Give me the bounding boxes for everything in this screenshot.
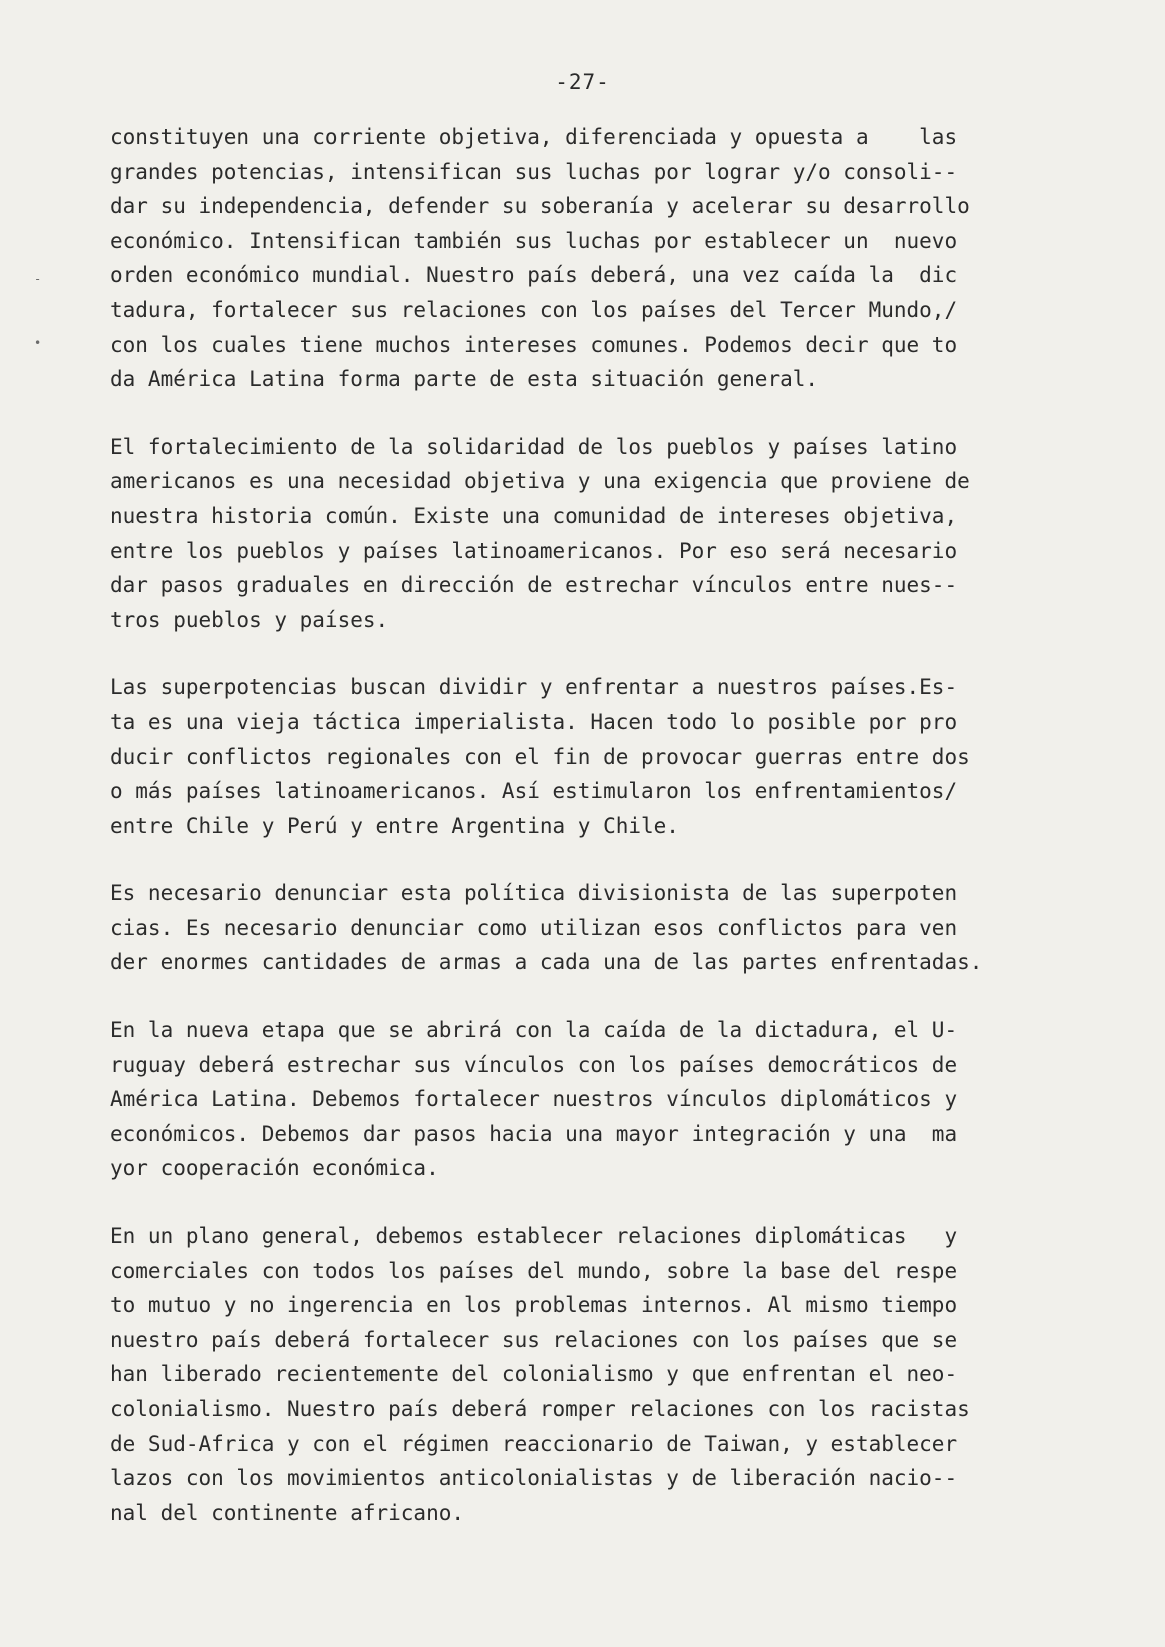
text-line: der enormes cantidades de armas a cada una de las partes enfrentadas.	[110, 950, 983, 975]
text-line: con los cuales tiene muchos intereses comunes. Podemos decir que to	[110, 332, 958, 357]
paragraph	[110, 1219, 1090, 1530]
text-line: yor cooperación económica.	[110, 1156, 439, 1181]
paragraph	[110, 430, 1090, 638]
text-line: ducir conflictos regionales con el fin de provocar guerras entre dos	[110, 744, 970, 769]
body-text	[110, 120, 1090, 1530]
text-line: to mutuo y no ingerencia en los problemas internos. Al mismo tiempo	[110, 1293, 958, 1318]
text-line: de Sud-Africa y con el régimen reaccionario de Taiwan, y establecer	[110, 1431, 958, 1456]
margin-dot-mark: -	[34, 272, 42, 286]
text-line: lazos con los movimientos anticolonialistas y de liberación nacio--	[110, 1466, 958, 1491]
text-line: ruguay deberá estrechar sus vínculos con los países democráticos de	[110, 1052, 958, 1077]
page-number: -27-	[555, 70, 610, 94]
text-line: americanos es una necesidad objetiva y una exigencia que proviene de	[110, 469, 970, 494]
paragraph	[110, 670, 1090, 843]
text-line: En la nueva etapa que se abrirá con la caída de la dictadura, el U-	[110, 1018, 958, 1043]
text-line: dar pasos graduales en dirección de estrechar vínculos entre nues--	[110, 573, 958, 598]
paragraph	[110, 120, 1090, 397]
text-line: entre Chile y Perú y entre Argentina y Chile.	[110, 813, 679, 838]
text-line: económicos. Debemos dar pasos hacia una mayor integración y una ma	[110, 1121, 958, 1146]
text-line: comerciales con todos los países del mundo, sobre la base del respe	[110, 1258, 958, 1283]
margin-dot-mark: •	[34, 336, 42, 350]
text-line: Es necesario denunciar esta política divisionista de las superpoten	[110, 881, 958, 906]
text-line: económico. Intensifican también sus luchas por establecer un nuevo	[110, 228, 958, 253]
text-line: han liberado recientemente del colonialismo y que enfrentan el neo-	[110, 1362, 958, 1387]
text-line: nuestro país deberá fortalecer sus relaciones con los países que se	[110, 1327, 958, 1352]
text-line: orden económico mundial. Nuestro país deberá, una vez caída la dic	[110, 263, 958, 288]
text-line: o más países latinoamericanos. Así estimularon los enfrentamientos/	[110, 779, 958, 804]
text-line: colonialismo. Nuestro país deberá romper relaciones con los racistas	[110, 1397, 970, 1421]
text-line: En un plano general, debemos establecer relaciones diplomáticas y	[110, 1224, 958, 1249]
text-line: tadura, fortalecer sus relaciones con los países del Tercer Mundo,/	[110, 297, 958, 322]
text-line: dar su independencia, defender su soberanía y acelerar su desarrollo	[110, 194, 970, 219]
paragraph	[110, 876, 1090, 980]
text-line: nuestra historia común. Existe una comunidad de intereses objetiva,	[110, 503, 958, 528]
text-line: grandes potencias, intensifican sus luchas por lograr y/o consoli--	[110, 159, 958, 184]
paragraph	[110, 1013, 1090, 1186]
text-line: da América Latina forma parte de esta situación general.	[110, 367, 819, 392]
text-line: nal del continente africano.	[110, 1500, 465, 1525]
text-line: El fortalecimiento de la solidaridad de los pueblos y países latino	[110, 434, 958, 459]
text-line: tros pueblos y países.	[110, 607, 389, 632]
text-line: Las superpotencias buscan dividir y enfrentar a nuestros países.Es-	[110, 675, 958, 700]
text-line: cias. Es necesario denunciar como utilizan esos conflictos para ven	[110, 915, 958, 940]
text-line: entre los pueblos y países latinoamericanos. Por eso será necesario	[110, 538, 958, 563]
text-line: constituyen una corriente objetiva, diferenciada y opuesta a las	[110, 125, 958, 149]
text-line: América Latina. Debemos fortalecer nuestros vínculos diplomáticos y	[110, 1087, 958, 1112]
text-line: ta es una vieja táctica imperialista. Hacen todo lo posible por pro	[110, 709, 958, 734]
